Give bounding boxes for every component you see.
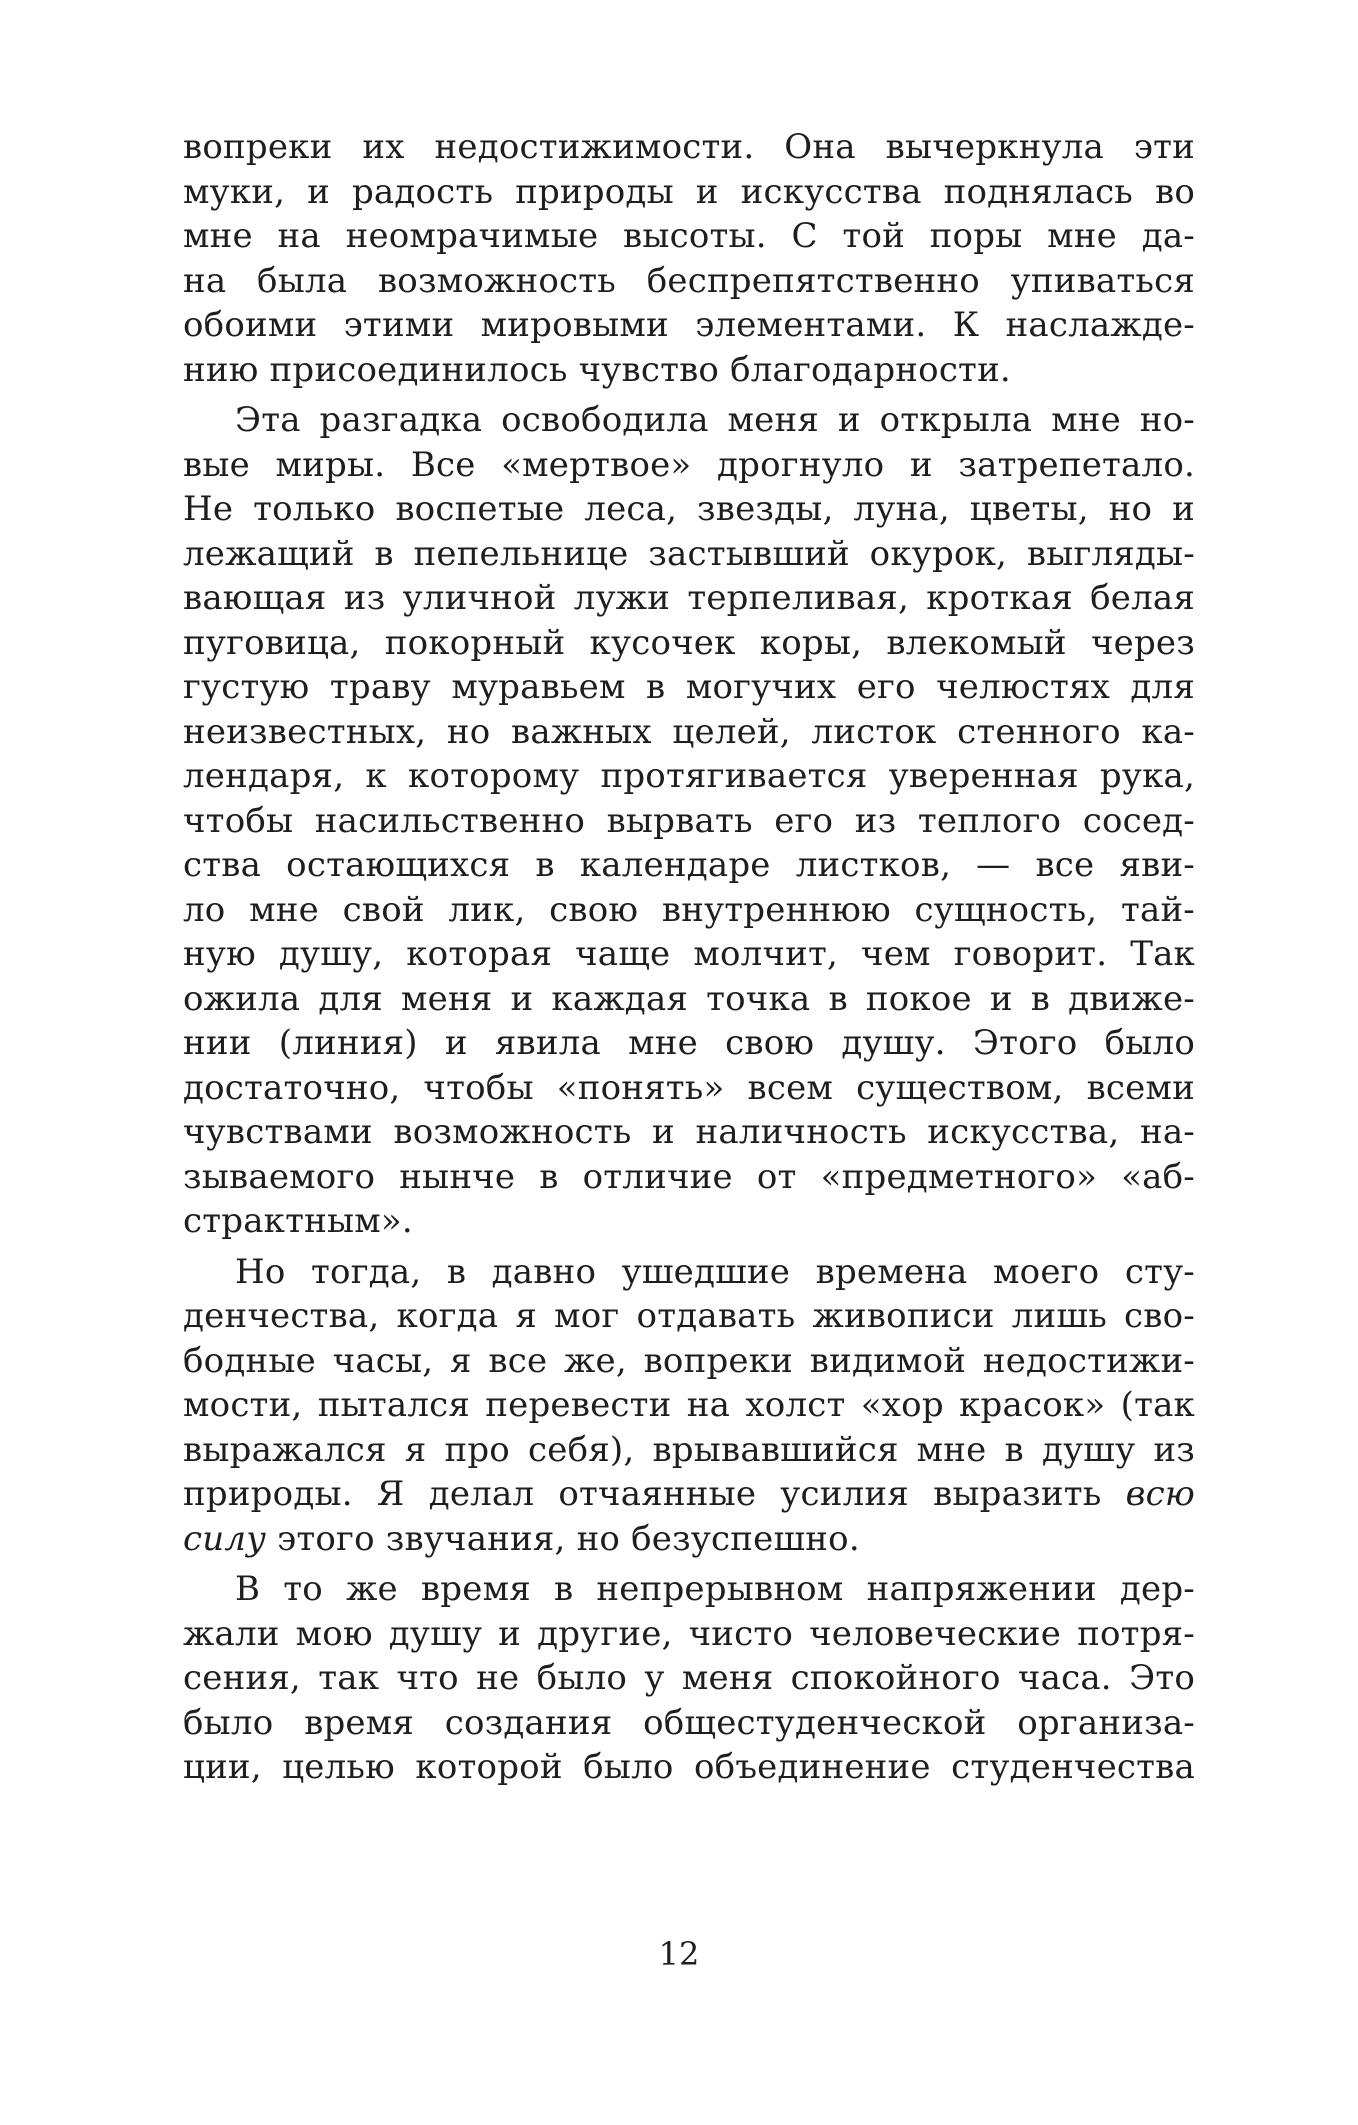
text-line: муки, и радость природы и искусства поднялась во: [183, 171, 1195, 212]
body-text: [183, 125, 1195, 1790]
text-line: нию присоединилось чувство благодарности.: [183, 349, 1011, 390]
text-segment: этого звучания, но безуспешно.: [266, 1518, 860, 1559]
text-line: чтобы насильственно вырвать его из теплого сосед-: [183, 800, 1195, 841]
text-segment: природы. Я делал отчаянные усилия выразить: [183, 1474, 1102, 1514]
text-line: лендаря, к которому протягивается уверенная рука,: [183, 756, 1195, 796]
text-line: страктным».: [183, 1201, 413, 1241]
text-line: вые миры. Все «мертвое» дрогнуло и затрепетало.: [183, 444, 1195, 485]
text-line: густую траву муравьем в могучих его челюстях для: [183, 667, 1195, 707]
paragraph-4: [183, 1567, 1195, 1790]
text-line: ции, целью которой было объединение студенчества: [183, 1747, 1195, 1787]
paragraph-2: [183, 398, 1195, 1244]
text-line: нии (линия) и явила мне свою душу. Этого было: [183, 1023, 1195, 1063]
text-line: [183, 1517, 1195, 1562]
text-line: пуговица, покорный кусочек коры, влекомый через: [183, 622, 1195, 663]
paragraph-1: [183, 125, 1195, 392]
page-number: 12: [658, 1935, 700, 1973]
text-line: вопреки их недостижимости. Она вычеркнула эти: [183, 127, 1195, 167]
text-line: денчества, когда я мог отдавать живописи лишь сво-: [183, 1296, 1195, 1336]
text-line: ожила для меня и каждая точка в покое и в движе-: [183, 978, 1195, 1019]
text-line: неизвестных, но важных целей, листок стенного ка-: [183, 711, 1195, 752]
text-line: ло мне свой лик, свою внутреннюю сущность, тай-: [183, 889, 1195, 930]
italic-word: силу: [183, 1518, 267, 1559]
text-line: Эта разгадка освободила меня и открыла мне но-: [235, 400, 1195, 440]
text-line: зываемого нынче в отличие от «предметного» «аб-: [183, 1156, 1195, 1197]
italic-word: всю: [1125, 1474, 1195, 1514]
text-line: выражался я про себя), врывавшийся мне в душу из: [183, 1429, 1195, 1470]
text-line: бодные часы, я все же, вопреки видимой недостижи-: [183, 1340, 1195, 1381]
paragraph-3: [183, 1250, 1195, 1562]
text-line: лежащий в пепельнице застывший окурок, выгляды-: [183, 533, 1195, 574]
text-line: чувствами возможность и наличность искусства, на-: [183, 1112, 1195, 1152]
text-line: В то же время в непрерывном напряжении дер-: [235, 1569, 1195, 1609]
text-line: обоими этими мировыми элементами. К наслажде-: [183, 305, 1195, 345]
text-line: мости, пытался перевести на холст «хор красок» (так: [183, 1385, 1195, 1425]
text-line: Но тогда, в давно ушедшие времена моего сту-: [235, 1251, 1195, 1292]
text-line: сения, так что не было у меня спокойного часа. Это: [183, 1658, 1195, 1698]
text-line: ства остающихся в календаре листков, — все яви-: [183, 845, 1195, 885]
text-line: жали мою душу и другие, чисто человеческие потря-: [183, 1613, 1195, 1654]
text-line: мне на неомрачимые высоты. С той поры мне да-: [183, 216, 1195, 256]
text-line: ную душу, которая чаще молчит, чем говорит. Так: [183, 934, 1195, 974]
text-line: Не только воспетые леса, звезды, луна, цветы, но и: [183, 489, 1195, 529]
text-line: было время создания общестуденческой организа-: [183, 1702, 1195, 1743]
text-line: достаточно, чтобы «понять» всем существом, всеми: [183, 1067, 1195, 1108]
text-line: [183, 1472, 1195, 1517]
text-line: вающая из уличной лужи терпеливая, кроткая белая: [183, 578, 1195, 618]
text-line: на была возможность беспрепятственно упиваться: [183, 260, 1195, 301]
